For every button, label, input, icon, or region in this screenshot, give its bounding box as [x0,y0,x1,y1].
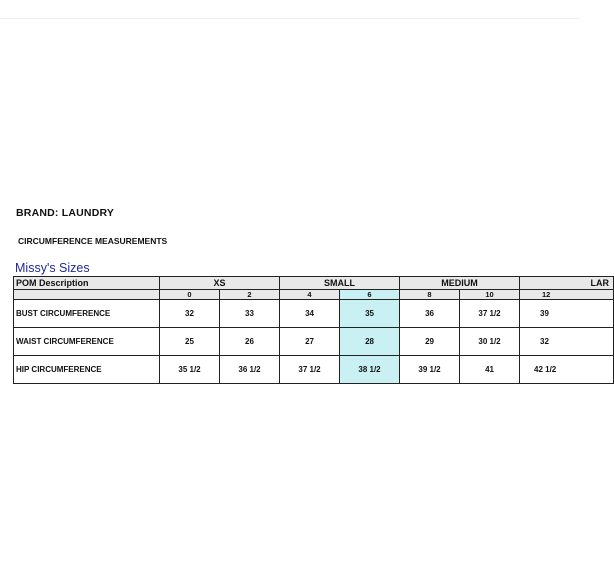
table-cell: 25 [160,328,220,356]
measurement-subtitle: CIRCUMFERENCE MEASUREMENTS [18,236,168,246]
pom-description-header: POM Description [14,277,160,290]
table-cell: 35 1/2 [160,356,220,384]
row-label: WAIST CIRCUMFERENCE [14,328,160,356]
table-cell: 36 [400,300,460,328]
size-number: 10 [460,290,520,300]
size-number: 2 [220,290,280,300]
size-number: 4 [280,290,340,300]
table-cell-highlighted: 38 1/2 [340,356,400,384]
section-title: Missy's Sizes [15,261,90,275]
size-row-blank [14,290,160,300]
size-number: 0 [160,290,220,300]
size-number: 8 [400,290,460,300]
size-number-highlighted: 6 [340,290,400,300]
brand-heading: BRAND: LAUNDRY [16,207,115,219]
size-table-container [13,276,610,391]
table-cell: 37 1/2 [280,356,340,384]
table-cell: 32 [520,328,614,356]
table-row [14,328,614,356]
size-table [13,276,614,384]
table-cell: 27 [280,328,340,356]
top-divider [0,18,580,19]
size-group-header: SMALL [280,277,400,290]
table-cell: 26 [220,328,280,356]
size-number-row [14,290,614,300]
size-group-header: XS [160,277,280,290]
table-cell: 37 1/2 [460,300,520,328]
table-cell: 29 [400,328,460,356]
size-group-header: MEDIUM [400,277,520,290]
size-group-header: LAR [520,277,614,290]
table-cell: 30 1/2 [460,328,520,356]
table-cell: 32 [160,300,220,328]
table-cell-highlighted: 35 [340,300,400,328]
row-label: HIP CIRCUMFERENCE [14,356,160,384]
table-cell: 41 [460,356,520,384]
table-cell: 34 [280,300,340,328]
table-cell-highlighted: 28 [340,328,400,356]
table-cell: 42 1/2 [520,356,614,384]
size-number: 12 [520,290,614,300]
size-group-header-row [14,277,614,290]
table-cell: 33 [220,300,280,328]
table-row [14,300,614,328]
row-label: BUST CIRCUMFERENCE [14,300,160,328]
table-row [14,356,614,384]
table-cell: 36 1/2 [220,356,280,384]
table-cell: 39 [520,300,614,328]
table-cell: 39 1/2 [400,356,460,384]
